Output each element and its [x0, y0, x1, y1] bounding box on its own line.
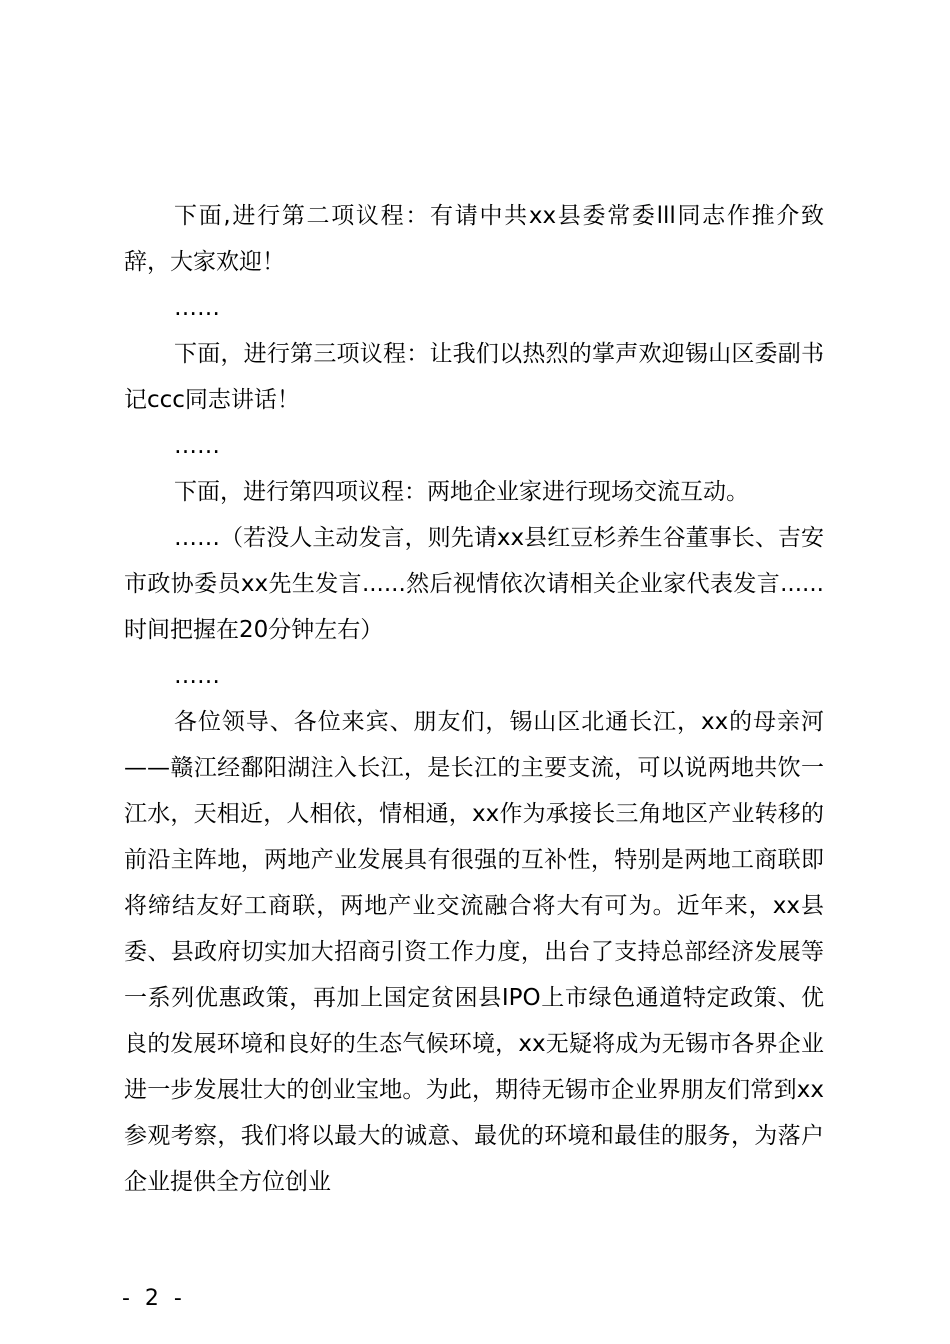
ellipsis-line: ……: [174, 295, 220, 321]
page-number: - 2 -: [122, 1286, 186, 1311]
ellipsis-line: ……: [174, 433, 220, 459]
document-body: [124, 193, 824, 1205]
ellipsis-line: ……: [174, 663, 220, 689]
agenda-item-two: 下面,进行第二项议程：有请中共xx县委常委lll同志作推介致辞，大家欢迎！: [124, 203, 824, 275]
speaker-note: ……（若没人主动发言，则先请xx县红豆杉养生谷董事长、吉安市政协委员xx先生发言......然后视情依次请相关企业家代表发言......时间把握在20分钟左右）: [124, 525, 824, 643]
agenda-item-four: 下面，进行第四项议程：两地企业家进行现场交流互动。: [174, 479, 749, 505]
closing-remarks-paragraph: 各位领导、各位来宾、朋友们，锡山区北通长江，xx的母亲河——赣江经鄱阳湖注入长江，是长江的主要支流，可以说两地共饮一江水，天相近，人相依，情相通，xx作为承接长三角地区产业转移的前沿主阵地，两地产业发展具有很强的互补性，特别是两地工商联即将缔结友好工商联，两地产业交流融合将大有可为。近年来，xx县委、县政府切实加大招商引资工作力度，出台了支持总部经济发展等一系列优惠政策，再加上国定贫困县IPO上市绿色通道特定政策、优良的发展环境和良好的生态气候环境，xx无疑将成为无锡市各界企业进一步发展壮大的创业宝地。为此，期待无锡市企业界朋友们常到xx参观考察，我们将以最大的诚意、最优的环境和最佳的服务，为落户企业提供全方位创业: [124, 709, 824, 1195]
agenda-item-three: 下面，进行第三项议程：让我们以热烈的掌声欢迎锡山区委副书记ccc同志讲话！: [124, 341, 824, 413]
